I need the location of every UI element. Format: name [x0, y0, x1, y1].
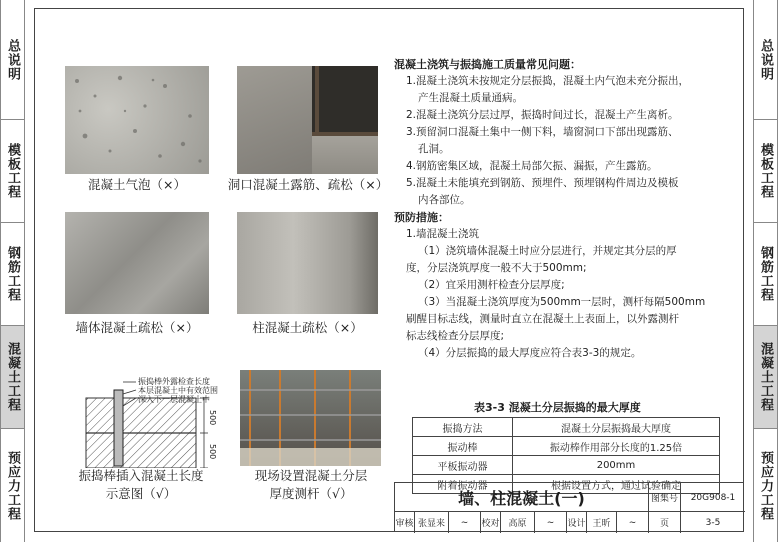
designer-name: 王昕	[587, 512, 617, 533]
tab-general-right[interactable]: 总说明	[754, 0, 777, 120]
measures-heading: 预防措施：	[394, 211, 449, 224]
photo-site-measuring-rod	[240, 370, 381, 466]
caption-diagram-line2: 示意图（√）	[105, 486, 177, 501]
table-header-row	[413, 418, 720, 437]
atlas-label: 图集号	[649, 483, 681, 512]
measure-line: （1）浇筑墙体混凝土时应分层进行，并规定其分层的厚	[418, 245, 677, 257]
table-cell: 振动棒作用部分长度的1.25倍	[513, 437, 720, 456]
measures-subheading: 1.墙混凝土浇筑	[406, 228, 480, 240]
atlas-number: 20G908-1	[690, 492, 736, 503]
measure-line: 标志线检查分层厚度;	[406, 330, 505, 342]
photo-wall-concrete-loose	[65, 212, 209, 314]
reviewer-signature: ~	[449, 512, 481, 533]
problem-line: 4.钢筋密集区域，混凝土局部欠振、漏振，产生露筋。	[406, 160, 658, 172]
site-scaffold-texture	[240, 370, 381, 466]
photo-column-concrete-loose	[237, 212, 378, 314]
title-block	[394, 482, 744, 532]
caption-photo3: 墙体混凝土疏松（×）	[75, 320, 199, 335]
problem-line: 内各部位。	[418, 194, 471, 206]
problem-line: 产生混凝土质量通病。	[418, 92, 523, 104]
table-header: 混凝土分层振捣最大厚度	[513, 418, 720, 437]
tab-formwork-right[interactable]: 模板工程	[754, 120, 777, 223]
caption-photo1: 混凝土气泡（×）	[88, 177, 186, 192]
diagram-label-2: 本层混凝土中有效范围	[138, 386, 218, 395]
photo-opening-exposed-rebar	[237, 66, 378, 174]
problem-line: 5.混凝土未能填充到钢筋、预埋件、预埋钢构件周边及模板	[406, 177, 679, 189]
table-header: 振捣方法	[413, 418, 513, 437]
bubble-texture	[65, 66, 209, 174]
caption-photo6-line1: 现场设置混凝土分层	[254, 468, 368, 483]
photo-concrete-bubbles	[65, 66, 209, 174]
table-row	[413, 437, 720, 456]
table-cell: 200mm	[513, 456, 720, 475]
measure-line: （2）宜采用测杆检查分层厚度;	[418, 279, 565, 291]
tab-rebar[interactable]: 钢筋工程	[1, 223, 24, 326]
problems-heading: 混凝土浇筑与振捣施工质量常见问题：	[394, 58, 581, 71]
problem-line: 2.混凝土浇筑分层过厚，振捣时间过长，混凝土产生离析。	[406, 109, 679, 121]
page-number: 3-5	[705, 517, 721, 528]
diagram-dim-1: 500	[208, 410, 217, 426]
checker-signature: ~	[535, 512, 567, 533]
check-label: 校对	[481, 512, 501, 533]
tab-prestress[interactable]: 预应力工程	[5, 450, 20, 521]
vibrator-insertion-diagram	[76, 376, 226, 468]
right-tab-column	[753, 0, 778, 542]
measure-line: 度，分层浇筑厚度一般不大于500mm;	[406, 262, 587, 274]
problem-line: 1.混凝土浇筑未按规定分层振捣，混凝土内气泡未充分振出，	[406, 75, 690, 87]
table-title: 表3-3 混凝土分层振捣的最大厚度	[474, 401, 641, 414]
review-label: 审核	[395, 512, 415, 533]
tab-rebar-right[interactable]: 钢筋工程	[754, 223, 777, 326]
page-label: 页	[649, 512, 681, 533]
diagram-dim-2: 500	[208, 444, 217, 460]
caption-diagram-line1: 振捣棒插入混凝土长度	[78, 468, 204, 483]
design-label: 设计	[567, 512, 587, 533]
table-cell: 根据设置方式，通过试验确定	[513, 475, 720, 494]
title-block-top-row	[395, 483, 745, 512]
problem-line: 孔洞。	[418, 143, 450, 155]
measure-line: 刷醒目标志线，测量时直立在混凝土上表面上，以外露测杆	[406, 313, 679, 325]
table-cell: 附着振动器	[413, 475, 513, 494]
drawing-title: 墙、柱混凝土(一)	[395, 483, 649, 512]
tab-formwork[interactable]: 模板工程	[1, 120, 24, 223]
table-row	[413, 456, 720, 475]
checker-name: 高原	[501, 512, 535, 533]
table-cell: 振动棒	[413, 437, 513, 456]
tab-prestress-right[interactable]: 预应力工程	[758, 450, 773, 521]
reviewer-name: 张显来	[415, 512, 449, 533]
diagram-label-1: 振捣棒外露检查长度	[138, 377, 210, 386]
notes-section	[394, 56, 744, 362]
designer-signature: ~	[617, 512, 649, 533]
tab-general[interactable]: 总说明	[1, 0, 24, 120]
tab-concrete-right[interactable]: 混凝土工程	[754, 326, 777, 429]
tab-concrete[interactable]: 混凝土工程	[1, 326, 24, 429]
left-tab-column	[0, 0, 25, 542]
problem-line: 3.预留洞口混凝土集中一侧下料，墙窗洞口下部出现露筋、	[406, 126, 679, 138]
caption-photo4: 柱混凝土疏松（×）	[252, 320, 363, 335]
diagram-label-3: 深入下一层混凝土中	[138, 395, 210, 404]
measure-line: （3）当混凝土浇筑厚度为500mm一层时，测杆每隔500mm	[418, 296, 706, 308]
measure-line: （4）分层振捣的最大厚度应符合表3-3的规定。	[418, 347, 642, 359]
table-cell: 平板振动器	[413, 456, 513, 475]
caption-photo6-line2: 厚度测杆（√）	[269, 486, 353, 501]
caption-photo2: 洞口混凝土露筋、疏松（×）	[227, 177, 389, 192]
